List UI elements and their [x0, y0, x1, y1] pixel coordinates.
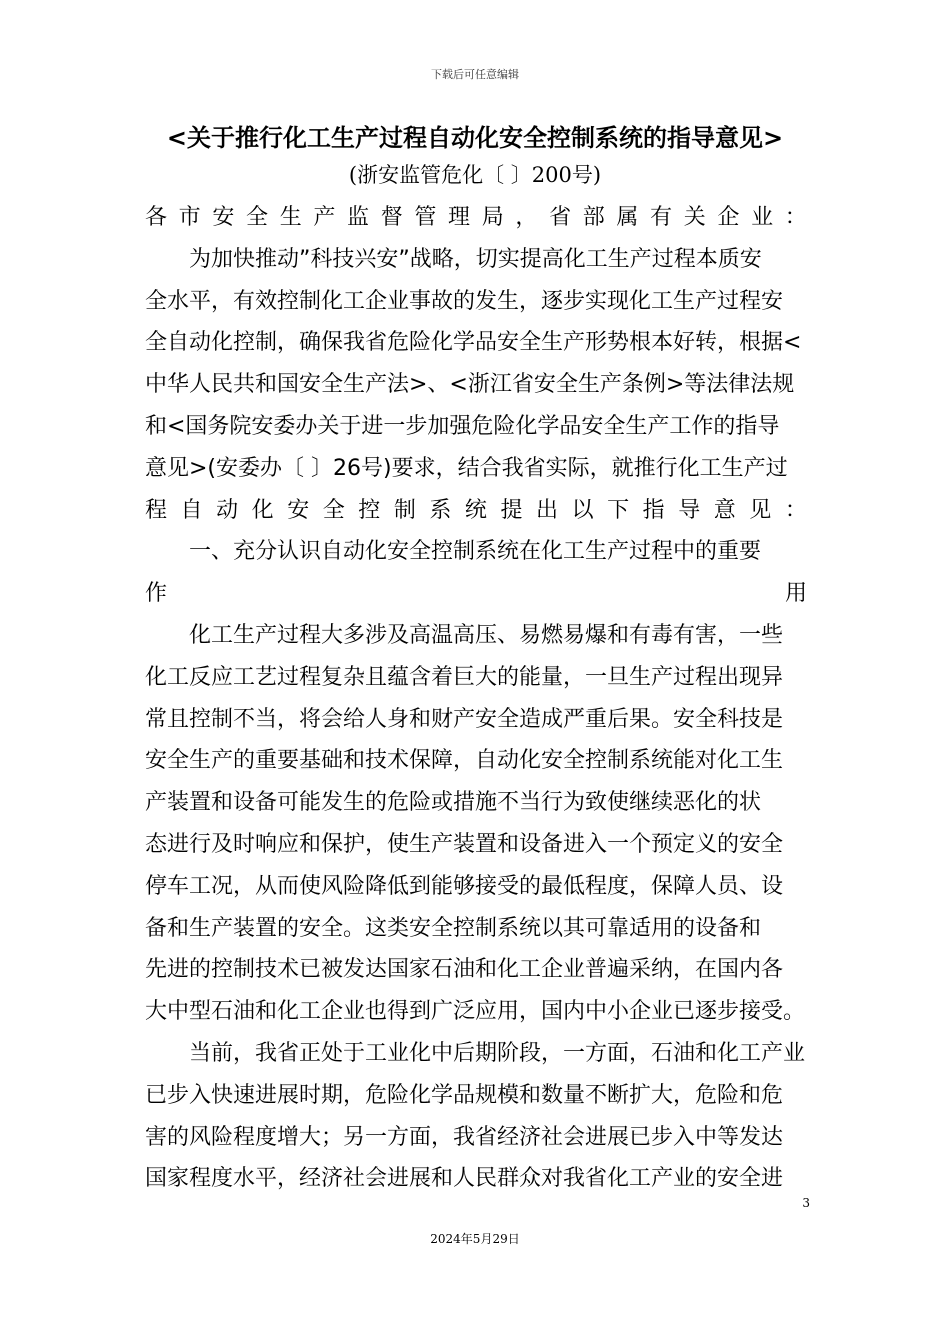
- justified-char: 以: [571, 497, 594, 523]
- justified-char: 各: [145, 205, 168, 230]
- body-line: 态进行及时响应和保护，使生产装置和设备进入一个预定义的安全: [145, 831, 784, 857]
- justified-char: 局: [481, 205, 504, 230]
- body-line: 国家程度水平，经济社会进展和人民群众对我省化工产业的安全进: [145, 1166, 784, 1192]
- justified-char: 化: [251, 497, 274, 523]
- justified-char: 制: [393, 497, 416, 523]
- body-line: 常且控制不当，将会给人身和财产安全造成严重后果。安全科技是: [145, 706, 784, 732]
- justified-char: 全: [322, 497, 345, 523]
- justified-char: 自: [180, 497, 203, 523]
- justified-char: 意: [713, 497, 736, 523]
- justified-char: 市: [178, 205, 201, 230]
- document-title: <关于推行化工生产过程自动化安全控制系统的指导意见>: [166, 124, 784, 152]
- body-line: 大中型石油和化工企业也得到广泛应用，国内中小企业已逐步接受。: [145, 999, 806, 1025]
- body-line: 为加快推动”科技兴安”战略，切实提高化工生产过程本质安: [145, 246, 762, 272]
- justified-char: 统: [464, 497, 487, 523]
- page-number: 3: [802, 1196, 810, 1210]
- justified-char: 有: [650, 205, 673, 230]
- justified-char: 导: [678, 497, 701, 523]
- body-line: 备和生产装置的安全。这类安全控制系统以其可靠适用的设备和: [145, 915, 762, 941]
- justified-char: 属: [616, 205, 639, 230]
- justified-char: 见: [749, 497, 772, 523]
- justified-char: 出: [536, 497, 559, 523]
- justified-char: 生: [279, 205, 302, 230]
- body-line: 全水平，有效控制化工企业事故的发生，逐步实现化工生产过程安: [145, 288, 784, 314]
- body-line: 全自动化控制，确保我省危险化学品安全生产形势根本好转，根据<: [145, 330, 802, 356]
- justified-char: 安: [287, 497, 310, 523]
- justified-char: 部: [582, 205, 605, 230]
- section-heading-line: [145, 573, 807, 615]
- document-number: (浙安监管危化〔 〕200号): [348, 163, 602, 187]
- body-line: 化工生产过程大多涉及高温高压、易燃易爆和有毒有害，一些: [145, 622, 784, 648]
- body-line: 害的风险程度增大；另一方面，我省经济社会进展已步入中等发达: [145, 1124, 784, 1150]
- justified-char: 安: [212, 205, 235, 230]
- justified-char: 督: [380, 205, 403, 230]
- justified-char: ，: [515, 205, 538, 230]
- justified-char: 用: [784, 581, 807, 607]
- justified-char: ：: [784, 205, 807, 230]
- justified-char: 指: [642, 497, 665, 523]
- justified-char: 动: [216, 497, 239, 523]
- body-text: [145, 197, 807, 1200]
- justified-char: ：: [784, 497, 807, 523]
- section-heading-line: 一、充分认识自动化安全控制系统在化工生产过程中的重要: [145, 539, 762, 565]
- body-line: 安全生产的重要基础和技术保障，自动化安全控制系统能对化工生: [145, 748, 784, 774]
- justified-char: 控: [358, 497, 381, 523]
- justified-char: 关: [683, 205, 706, 230]
- body-line: [145, 490, 807, 532]
- justified-char: 企: [717, 205, 740, 230]
- footer-date: 2024年5月29日: [430, 1232, 520, 1246]
- body-line: 意见>(安委办〔 〕26号)要求，结合我省实际，就推行化工生产过: [145, 455, 788, 481]
- body-line: 停车工况，从而使风险降低到能够接受的最低程度，保障人员、设: [145, 873, 784, 899]
- justified-char: 管: [414, 205, 437, 230]
- justified-char: 程: [145, 497, 168, 523]
- body-line: 中华人民共和国安全生产法>、<浙江省安全生产条例>等法律法规: [145, 372, 795, 398]
- justified-char: 监: [347, 205, 370, 230]
- justified-char: 产: [313, 205, 336, 230]
- justified-char: 理: [448, 205, 471, 230]
- body-line: 化工反应工艺过程复杂且蕴含着巨大的能量，一旦生产过程出现异: [145, 664, 784, 690]
- justified-char: 下: [607, 497, 630, 523]
- body-line: 当前，我省正处于工业化中后期阶段，一方面，石油和化工产业: [145, 1040, 806, 1066]
- header-note: 下载后可任意编辑: [431, 68, 519, 81]
- justified-char: 作: [145, 581, 168, 607]
- justified-char: 提: [500, 497, 523, 523]
- justified-char: 全: [246, 205, 269, 230]
- justified-char: 业: [751, 205, 774, 230]
- salutation-line: [145, 197, 807, 239]
- body-line: 已步入快速进展时期，危险化学品规模和数量不断扩大，危险和危: [145, 1082, 784, 1108]
- body-line: 先进的控制技术已被发达国家石油和化工企业普遍采纳，在国内各: [145, 957, 784, 983]
- justified-char: 省: [549, 205, 572, 230]
- body-line: 和<国务院安委办关于进一步加强危险化学品安全生产工作的指导: [145, 413, 780, 439]
- body-line: 产装置和设备可能发生的危险或措施不当行为致使继续恶化的状: [145, 790, 762, 816]
- justified-char: 系: [429, 497, 452, 523]
